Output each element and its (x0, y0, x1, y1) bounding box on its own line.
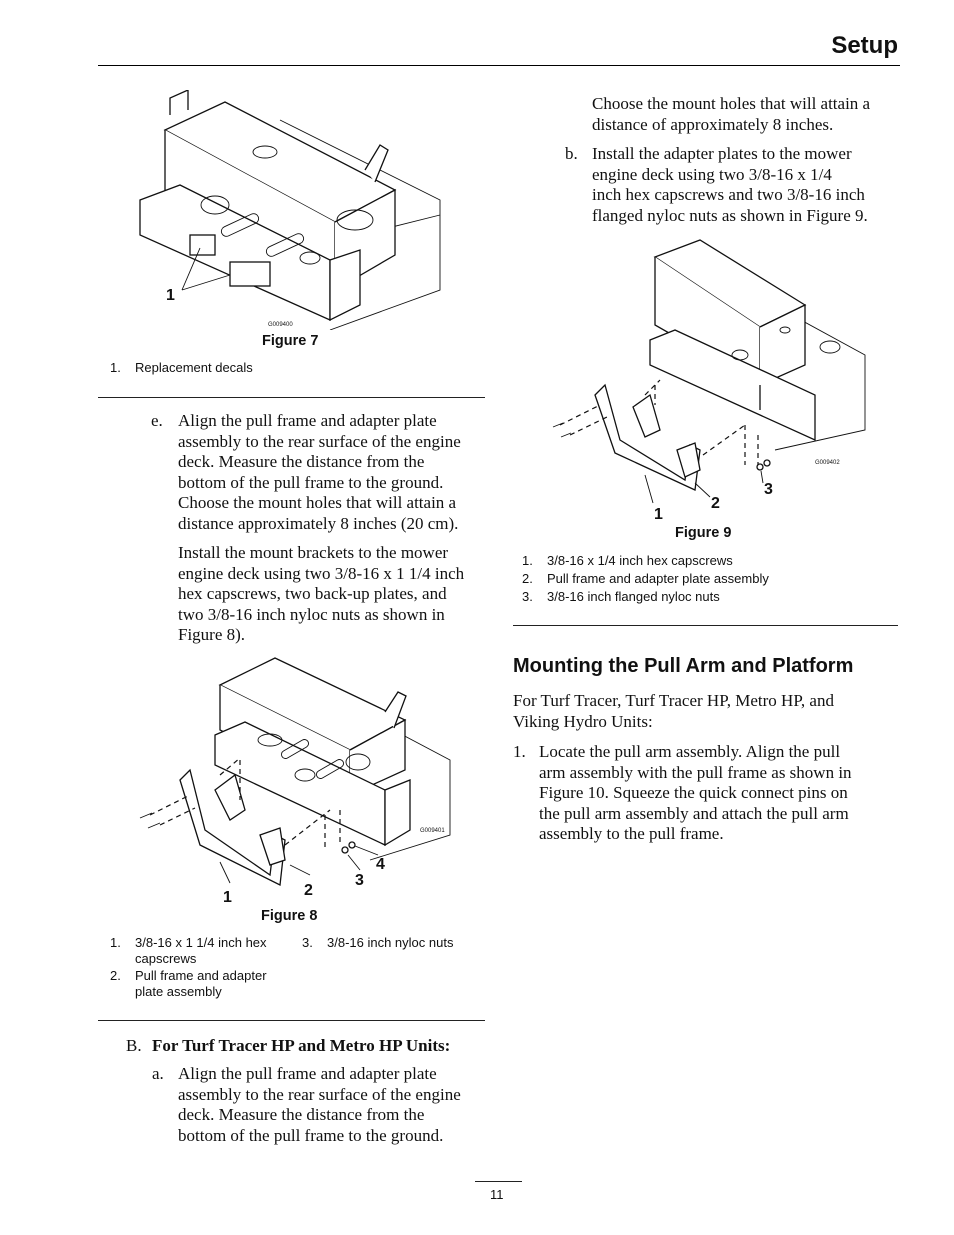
text-line: inch hex capscrews and two 3/8-16 inch (592, 185, 865, 204)
text-line: assembly to the rear surface of the engine (178, 1084, 461, 1104)
figure-8-legend-item-3 (302, 935, 482, 953)
figure-8-illustration (130, 650, 460, 900)
text-line: engine deck using two 3/8-16 x 1 1/4 inch (178, 563, 465, 583)
text-line: Align the pull frame and adapter plate (178, 411, 437, 430)
figure-8-caption: Figure 8 (261, 908, 318, 924)
text-line: 3/8-16 x 1 1/4 inch hex (135, 935, 267, 950)
figure-9-callout-1: 1 (654, 506, 663, 523)
figure-9-callout-3: 3 (764, 481, 773, 498)
figure-7-legend (110, 360, 470, 378)
legend-text: Replacement decals (135, 360, 253, 375)
step-1-marker: 1. (513, 742, 526, 761)
legend-text: 3/8-16 x 1/4 inch hex capscrews (547, 553, 733, 568)
legend-text: 3/8-16 inch flanged nyloc nuts (547, 589, 720, 604)
figure-9-legend-item-2 (522, 571, 892, 589)
text-line: Install the mount brackets to the mower (178, 543, 449, 562)
legend-text (135, 968, 267, 1000)
text-line: distance approximately 8 inches (20 cm). (178, 513, 459, 533)
footer-rule (475, 1181, 522, 1182)
figure-8-callout-2: 2 (304, 882, 313, 899)
section-b-marker: B. (126, 1036, 142, 1055)
text-line: engine deck using two 3/8-16 x 1/4 (592, 164, 832, 184)
continued-paragraph (592, 94, 902, 135)
figure-7-illustration (130, 90, 450, 330)
text-line: Install the adapter plates to the mower (592, 144, 852, 163)
text-line: For Turf Tracer, Turf Tracer HP, Metro HP, and (513, 691, 834, 710)
step-a-marker: a. (152, 1064, 164, 1083)
figure-8-code: G009401 (420, 828, 445, 834)
text-line: Choose the mount holes that will attain a (592, 94, 871, 113)
text-line: Figure 8). (178, 625, 246, 644)
figure-9-caption: Figure 9 (675, 525, 732, 541)
figure-8-rule (98, 1020, 485, 1021)
step-b-marker: b. (565, 144, 578, 163)
step-e-paragraph-1 (178, 411, 498, 534)
section-heading: Mounting the Pull Arm and Platform (513, 655, 854, 677)
header-rule (98, 65, 900, 66)
text-line: assembly to the rear surface of the engine (178, 431, 461, 451)
text-line: assembly to the pull frame. (539, 824, 724, 843)
text-line: flanged nyloc nuts as shown in Figure 9. (592, 205, 868, 225)
text-line: Pull frame and adapter (135, 968, 267, 983)
legend-text: 3/8-16 inch nyloc nuts (327, 935, 454, 950)
mounting-intro (513, 691, 898, 732)
figure-9-illustration (545, 235, 875, 520)
legend-number: 2. (522, 571, 533, 586)
legend-number: 1. (522, 553, 533, 568)
text-line: arm assembly with the pull frame as shown in (539, 762, 852, 782)
text-line: bottom of the pull frame to the ground. (178, 472, 444, 492)
figure-9-legend-item-3 (522, 589, 892, 607)
legend-number: 3. (302, 935, 313, 950)
text-line: plate assembly (135, 984, 222, 999)
figure-9-callout-2: 2 (711, 495, 720, 512)
text-line: Viking Hydro Units: (513, 711, 653, 731)
step-b-paragraph (592, 144, 902, 226)
figure-8-callout-1: 1 (223, 889, 232, 906)
figure-9-legend-item-1 (522, 553, 892, 571)
legend-text (135, 935, 267, 967)
step-1-paragraph (539, 742, 899, 845)
figure-8-legend-item-1 (110, 935, 300, 969)
text-line: bottom of the pull frame to the ground. (178, 1125, 444, 1145)
figure-8-callout-4: 4 (376, 856, 385, 873)
legend-number: 3. (522, 589, 533, 604)
step-a-paragraph (178, 1064, 498, 1146)
figure-7-caption: Figure 7 (262, 333, 319, 349)
figure-8-legend-item-2 (110, 968, 300, 1002)
figure-8-callout-3: 3 (355, 872, 364, 889)
legend-number: 1. (110, 935, 121, 950)
page-title: Setup (831, 32, 898, 59)
figure-9-rule (513, 625, 898, 626)
figure-9-code: G009402 (815, 460, 840, 466)
text-line: Choose the mount holes that will attain a (178, 493, 457, 512)
text-line: Align the pull frame and adapter plate (178, 1064, 437, 1083)
legend-text: Pull frame and adapter plate assembly (547, 571, 769, 586)
text-line: the pull arm assembly and attach the pull arm (539, 803, 849, 823)
text-line: deck. Measure the distance from the (178, 452, 425, 471)
figure-7-rule (98, 397, 485, 398)
step-e-paragraph-2 (178, 543, 498, 646)
text-line: capscrews (135, 951, 197, 966)
page-number: 11 (490, 1187, 504, 1202)
text-line: hex capscrews, two back-up plates, and (178, 584, 447, 603)
section-b-title: For Turf Tracer HP and Metro HP Units: (152, 1036, 451, 1055)
text-line: Locate the pull arm assembly. Align the pull (539, 742, 841, 761)
legend-number: 1. (110, 360, 121, 375)
step-e-marker: e. (151, 411, 163, 430)
figure-7-code: G009400 (268, 322, 293, 328)
figure-7-callout-1: 1 (166, 287, 175, 304)
legend-number: 2. (110, 968, 121, 983)
text-line: deck. Measure the distance from the (178, 1105, 425, 1124)
text-line: Figure 10. Squeeze the quick connect pins on (539, 783, 848, 802)
text-line: distance of approximately 8 inches. (592, 114, 834, 134)
text-line: two 3/8-16 inch nyloc nuts as shown in (178, 604, 445, 624)
